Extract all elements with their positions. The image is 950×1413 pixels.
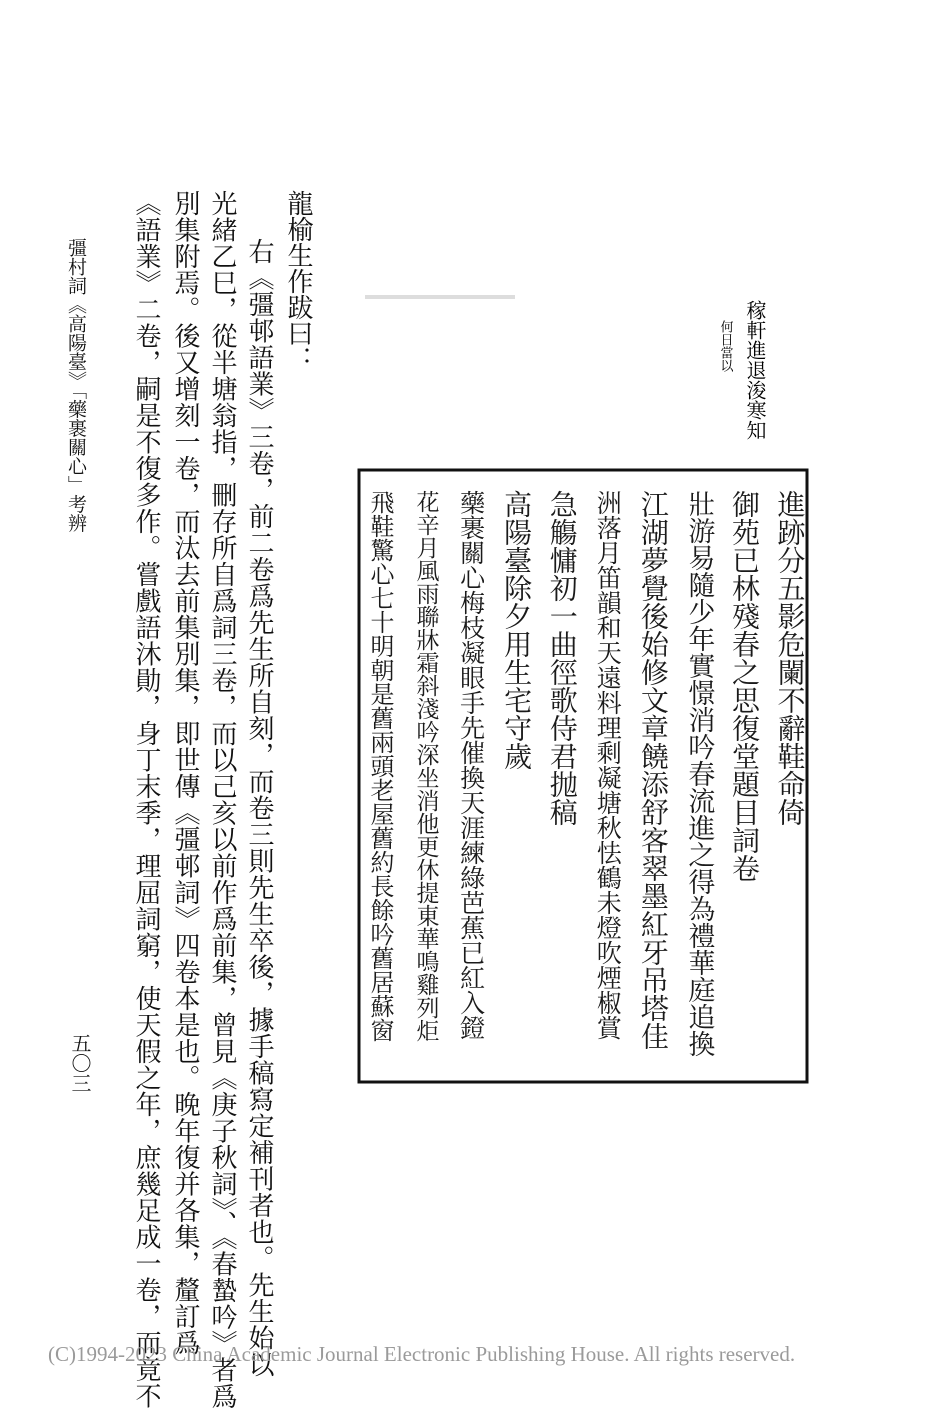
body-text-column-2: 光緒乙巳，從半塘翁指，刪存所自爲詞三卷，而以己亥以前作爲前集，曾見《庚子秋詞》、《春蟄吟》者爲: [207, 190, 237, 1410]
body-text-column-4: 《語業》二卷，嗣是不復多作。嘗戲語沐勛，身丁末季，理屈詞窮，使天假之年，庶幾足成一卷，而竟不: [131, 190, 161, 1409]
page-number: 五〇三: [68, 1033, 92, 1093]
manuscript-column: 急觴慵初一曲徑歌侍君抛稿: [545, 490, 579, 826]
manuscript-column: 花辛月風雨聯牀霜斜淺吟深坐消他更休提東華鳴雞列炬: [412, 490, 439, 1042]
manuscript-column: 江湖夢覺後始修文章饒添舒客翠墨紅牙吊塔佳: [636, 490, 670, 1050]
manuscript-columns: [366, 490, 807, 1057]
manuscript-column: 藥裹關心梅枝凝眼手先催換天涯練綠芭蕉已紅入鐙: [456, 490, 486, 1040]
manuscript-top-note-small: 何日當以: [717, 320, 733, 372]
manuscript-column: 飛鞋驚心七十明朝是舊兩頭老屋舊約長餘吟舊居蘇窗: [366, 490, 394, 1042]
manuscript-top-note: 稼軒進退浚寒知: [743, 300, 767, 440]
scan-smudge: [365, 295, 515, 299]
body-text-column-1: 右《彊邨語業》三卷，前二卷爲先生所自刻，而卷三則先生卒後，據手稿寫定補刊者也。先生始以: [244, 238, 274, 1378]
manuscript-column: 高陽臺除夕用生宅守歲: [500, 490, 534, 770]
copyright-notice: (C)1994-2023 China Academic Journal Electronic Publishing House. All rights reserved.: [48, 1342, 796, 1366]
body-text-column-3: 別集附焉。後又增刻一卷，而汰去前集別集，即世傳《彊邨詞》四卷本是也。晚年復并各集，釐訂爲: [170, 190, 200, 1356]
manuscript-column: 壯游易隨少年實憬消吟春流進之得為禮華庭追換: [683, 490, 715, 1057]
manuscript-column: 御苑已林殘春之思復堂題目詞卷: [727, 490, 761, 882]
running-head: 彊村詞《高陽臺》「藥裹關心」考辨: [65, 238, 87, 533]
manuscript-column: 進跡分五影危闌不辭鞋命倚: [773, 490, 807, 826]
manuscript-scan: [355, 290, 810, 1090]
section-heading: 龍榆生作跋曰：: [283, 190, 313, 372]
manuscript-column: 洲落月笛韻和天遠料理剩凝塘秋怯鶴未燈吹煙椒賞: [593, 490, 623, 1040]
